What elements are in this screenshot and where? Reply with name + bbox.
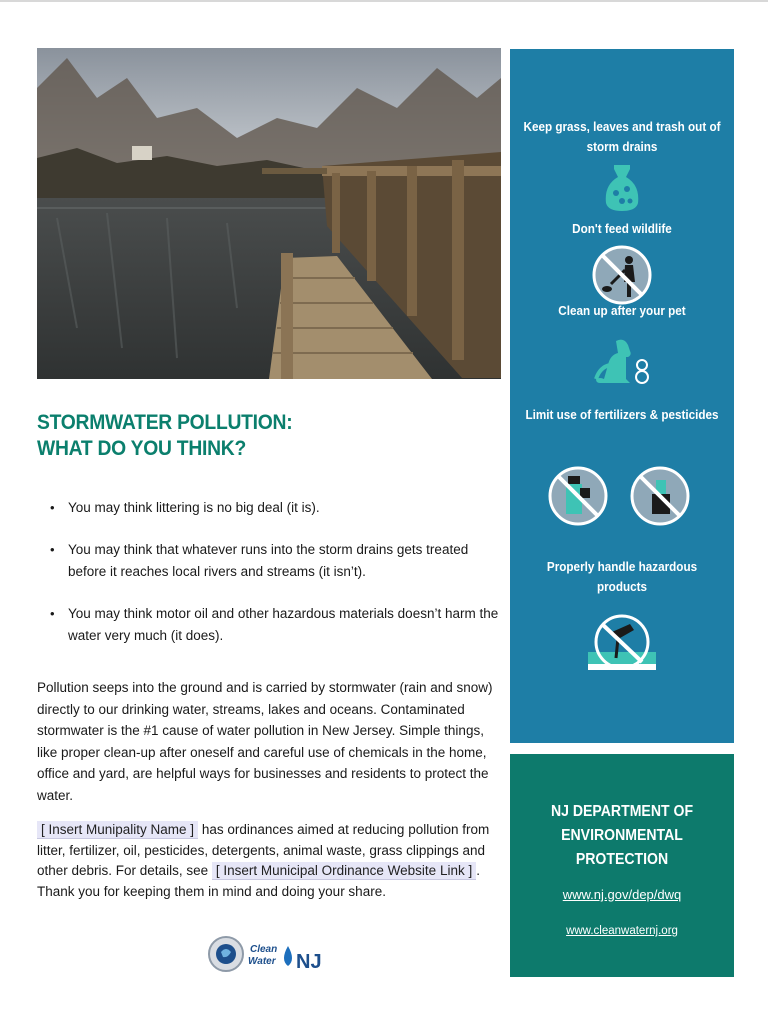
title-line-2: WHAT DO YOU THINK? — [37, 437, 246, 460]
dog-icon — [592, 335, 656, 387]
tip-wildlife: Don't feed wildlife — [572, 221, 672, 236]
department-panel — [510, 754, 734, 977]
ordinance-paragraph — [37, 820, 505, 902]
water-drop-icon — [284, 946, 292, 966]
cleanwater-website-link[interactable]: www.cleanwaternj.org — [566, 925, 678, 937]
tips-panel — [510, 49, 734, 743]
dep-website-link[interactable]: www.nj.gov/dep/dwq — [562, 887, 682, 902]
title-line-1: STORMWATER POLLUTION: — [37, 411, 293, 434]
ordinance-text-2: . Thank you for keeping them in mind and doing your share. — [37, 863, 480, 899]
tip-storm-drains: Keep grass, leaves and trash out of storm drains — [523, 119, 721, 154]
page-title — [37, 410, 460, 462]
department-line-3: PROTECTION — [575, 851, 669, 868]
body-paragraph: Pollution seeps into the ground and is carried by stormwater (rain and snow) directly to our drinking water, streams, lakes and oceans. Contaminated stormwater is the #1 cause of water pollution in New Jersey. Simple things, like proper clean-up after oneself and careful use of chemicals in the home, office and yard, are helpful ways for businesses and residents to protect the water. — [37, 680, 493, 803]
department-line-1: NJ DEPARTMENT OF — [550, 803, 694, 820]
tip-fertilizers: Limit use of fertilizers & pesticides — [525, 407, 719, 422]
leaf-bag-icon — [602, 161, 642, 213]
pesticide-icon — [628, 464, 692, 528]
myths-list — [46, 497, 506, 667]
tip-pet: Clean up after your pet — [558, 303, 686, 318]
municipality-name-field[interactable]: [ Insert Munipality Name ] — [37, 821, 198, 839]
no-dumping-icon — [582, 612, 662, 678]
pond-boardwalk-photo — [37, 48, 501, 379]
tip-hazardous: Properly handle hazardous products — [546, 559, 698, 594]
list-item: • You may think littering is no big deal (it is). — [46, 497, 506, 519]
no-feeding-icon — [589, 242, 655, 308]
list-item: • You may think motor oil and other hazardous materials doesn’t harm the water very much (it does). — [46, 603, 506, 647]
clean-water-nj-logo — [208, 934, 338, 976]
logo-text-line1: Clean — [250, 944, 278, 955]
top-border — [0, 0, 768, 2]
list-item: • You may think that whatever runs into the storm drains gets treated before it reaches local rivers and streams (it isn’t). — [46, 539, 506, 583]
logo-nj-text: NJ — [296, 951, 322, 973]
department-name — [523, 800, 720, 872]
logo-text-line2: Water — [248, 956, 276, 967]
ordinance-website-field[interactable]: [ Insert Municipal Ordinance Website Link ] — [212, 862, 476, 880]
fertilizer-icon — [546, 464, 610, 528]
department-line-2: ENVIRONMENTAL — [561, 827, 683, 844]
ordinance-text-1: has ordinances aimed at reducing pollution from litter, fertilizer, oil, pesticides, detergents, animal waste, grass clippings and other debris. For details, see — [37, 822, 490, 878]
